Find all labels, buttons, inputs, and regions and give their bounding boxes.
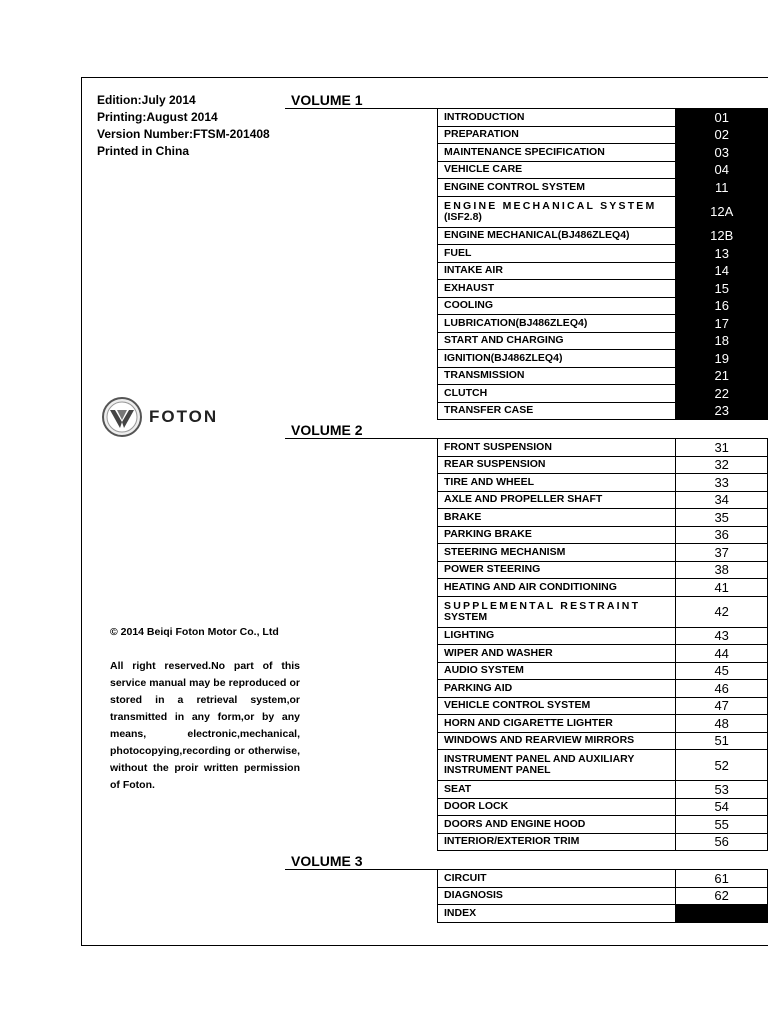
chapter-number: 37	[676, 544, 768, 562]
chapter-name: INDEX	[438, 905, 676, 923]
table-row[interactable]	[438, 179, 768, 197]
volume-1-heading: VOLUME 1	[285, 92, 768, 109]
table-row[interactable]	[438, 526, 768, 544]
chapter-name: PARKING AID	[438, 680, 676, 698]
chapter-number: 34	[676, 491, 768, 509]
chapter-name: INTERIOR/EXTERIOR TRIM	[438, 833, 676, 851]
chapter-name: FRONT SUSPENSION	[438, 439, 676, 457]
table-row[interactable]	[438, 280, 768, 298]
chapter-number: 15	[676, 280, 768, 298]
chapter-number: 52	[676, 750, 768, 781]
chapter-number: 38	[676, 561, 768, 579]
chapter-number: 55	[676, 816, 768, 834]
table-row[interactable]	[438, 245, 768, 263]
chapter-number: 42	[676, 596, 768, 627]
chapter-number: 62	[676, 887, 768, 905]
chapter-name: IGNITION(BJ486ZLEQ4)	[438, 350, 676, 368]
chapter-name: DOOR LOCK	[438, 798, 676, 816]
chapter-name: SEAT	[438, 781, 676, 799]
chapter-number: 56	[676, 833, 768, 851]
foton-emblem-icon	[101, 396, 143, 438]
table-row[interactable]	[438, 350, 768, 368]
chapter-name: REAR SUSPENSION	[438, 456, 676, 474]
table-row[interactable]	[438, 816, 768, 834]
table-row[interactable]	[438, 385, 768, 403]
volume-3-table	[437, 869, 768, 923]
table-row[interactable]	[438, 627, 768, 645]
volume-2-table	[437, 438, 768, 851]
chapter-name: INTAKE AIR	[438, 262, 676, 280]
table-row[interactable]	[438, 262, 768, 280]
table-row[interactable]	[438, 509, 768, 527]
chapter-name: INSTRUMENT PANEL AND AUXILIARY INSTRUMENT PANEL	[438, 750, 676, 781]
chapter-name: TRANSFER CASE	[438, 402, 676, 420]
table-row[interactable]	[438, 367, 768, 385]
chapter-name: LIGHTING	[438, 627, 676, 645]
version-line: Version Number:FTSM-201408	[97, 127, 270, 141]
printed-in-line: Printed in China	[97, 144, 190, 158]
table-row[interactable]	[438, 561, 768, 579]
chapter-number: 35	[676, 509, 768, 527]
chapter-number: 36	[676, 526, 768, 544]
table-row[interactable]	[438, 750, 768, 781]
chapter-number: 21	[676, 367, 768, 385]
table-row[interactable]	[438, 579, 768, 597]
chapter-name: TIRE AND WHEEL	[438, 474, 676, 492]
chapter-name: VEHICLE CONTROL SYSTEM	[438, 697, 676, 715]
table-row[interactable]	[438, 645, 768, 663]
chapter-name: START AND CHARGING	[438, 332, 676, 350]
table-row[interactable]	[438, 474, 768, 492]
table-row[interactable]	[438, 732, 768, 750]
chapter-name: PARKING BRAKE	[438, 526, 676, 544]
chapter-number: 46	[676, 680, 768, 698]
chapter-name: ENGINE CONTROL SYSTEM	[438, 179, 676, 197]
table-row[interactable]	[438, 715, 768, 733]
chapter-name: PREPARATION	[438, 126, 676, 144]
table-row[interactable]	[438, 905, 768, 923]
table-row[interactable]	[438, 126, 768, 144]
table-row[interactable]	[438, 315, 768, 333]
logo-text: FOTON	[149, 407, 219, 426]
chapter-number: 12A	[676, 196, 768, 227]
chapter-name: CLUTCH	[438, 385, 676, 403]
table-row[interactable]	[438, 456, 768, 474]
chapter-name: EXHAUST	[438, 280, 676, 298]
table-row[interactable]	[438, 781, 768, 799]
chapter-number: 12B	[676, 227, 768, 245]
chapter-number: 41	[676, 579, 768, 597]
edition-info	[97, 92, 270, 160]
volume-2-heading: VOLUME 2	[285, 422, 768, 439]
chapter-number: 16	[676, 297, 768, 315]
chapter-name: SUPPLEMENTAL RESTRAINT SYSTEM	[438, 596, 676, 627]
chapter-name: AXLE AND PROPELLER SHAFT	[438, 491, 676, 509]
table-row[interactable]	[438, 297, 768, 315]
chapter-name: ENGINE MECHANICAL SYSTEM (ISF2.8)	[438, 196, 676, 227]
chapter-name: DIAGNOSIS	[438, 887, 676, 905]
chapter-name: BRAKE	[438, 509, 676, 527]
table-row[interactable]	[438, 109, 768, 127]
chapter-name: CIRCUIT	[438, 870, 676, 888]
chapter-name: INTRODUCTION	[438, 109, 676, 127]
chapter-number: 19	[676, 350, 768, 368]
chapter-name: DOORS AND ENGINE HOOD	[438, 816, 676, 834]
table-row[interactable]	[438, 662, 768, 680]
table-row[interactable]	[438, 870, 768, 888]
edition-line: Edition:July 2014	[97, 93, 196, 107]
chapter-number: 18	[676, 332, 768, 350]
table-row[interactable]	[438, 402, 768, 420]
chapter-name: VEHICLE CARE	[438, 161, 676, 179]
chapter-number: 53	[676, 781, 768, 799]
copyright-text: © 2014 Beiqi Foton Motor Co., Ltd	[110, 626, 279, 638]
table-row[interactable]	[438, 887, 768, 905]
table-row[interactable]	[438, 161, 768, 179]
chapter-name: HORN AND CIGARETTE LIGHTER	[438, 715, 676, 733]
table-row[interactable]	[438, 227, 768, 245]
volume-3-heading: VOLUME 3	[285, 853, 768, 870]
chapter-number: 54	[676, 798, 768, 816]
chapter-number: 48	[676, 715, 768, 733]
table-row[interactable]	[438, 596, 768, 627]
printing-line: Printing:August 2014	[97, 110, 218, 124]
chapter-number: 01	[676, 109, 768, 127]
table-row[interactable]	[438, 144, 768, 162]
table-row[interactable]	[438, 544, 768, 562]
chapter-name: HEATING AND AIR CONDITIONING	[438, 579, 676, 597]
chapter-number: 22	[676, 385, 768, 403]
foton-logo	[101, 396, 241, 438]
chapter-name: WINDOWS AND REARVIEW MIRRORS	[438, 732, 676, 750]
chapter-number: 44	[676, 645, 768, 663]
chapter-name: COOLING	[438, 297, 676, 315]
table-row[interactable]	[438, 196, 768, 227]
chapter-number: 32	[676, 456, 768, 474]
chapter-number: 61	[676, 870, 768, 888]
table-row[interactable]	[438, 491, 768, 509]
chapter-number: 31	[676, 439, 768, 457]
chapter-name: STEERING MECHANISM	[438, 544, 676, 562]
chapter-number: 13	[676, 245, 768, 263]
volume-1-table	[437, 108, 768, 420]
chapter-name: MAINTENANCE SPECIFICATION	[438, 144, 676, 162]
chapter-name: ENGINE MECHANICAL(BJ486ZLEQ4)	[438, 227, 676, 245]
chapter-number: 43	[676, 627, 768, 645]
chapter-number: 03	[676, 144, 768, 162]
table-row[interactable]	[438, 332, 768, 350]
chapter-number: 23	[676, 402, 768, 420]
chapter-name: WIPER AND WASHER	[438, 645, 676, 663]
chapter-name: POWER STEERING	[438, 561, 676, 579]
chapter-number: 45	[676, 662, 768, 680]
table-row[interactable]	[438, 697, 768, 715]
chapter-number: 47	[676, 697, 768, 715]
chapter-number: 17	[676, 315, 768, 333]
chapter-name: LUBRICATION(BJ486ZLEQ4)	[438, 315, 676, 333]
chapter-name: FUEL	[438, 245, 676, 263]
chapter-number: 14	[676, 262, 768, 280]
chapter-number: 51	[676, 732, 768, 750]
chapter-number: 33	[676, 474, 768, 492]
rights-text: All right reserved.No part of this service manual may be reproduced or stored in a retrieval system,or transmitted in any form,or by any means, electronic,mechanical, photocopying,recording or otherwise, without the proir written permission of Foton.	[110, 660, 300, 791]
chapter-number: 04	[676, 161, 768, 179]
table-row[interactable]	[438, 439, 768, 457]
chapter-number: 11	[676, 179, 768, 197]
chapter-name: TRANSMISSION	[438, 367, 676, 385]
chapter-number	[676, 905, 768, 923]
chapter-number: 02	[676, 126, 768, 144]
table-row[interactable]	[438, 680, 768, 698]
table-row[interactable]	[438, 798, 768, 816]
table-row[interactable]	[438, 833, 768, 851]
chapter-name: AUDIO SYSTEM	[438, 662, 676, 680]
